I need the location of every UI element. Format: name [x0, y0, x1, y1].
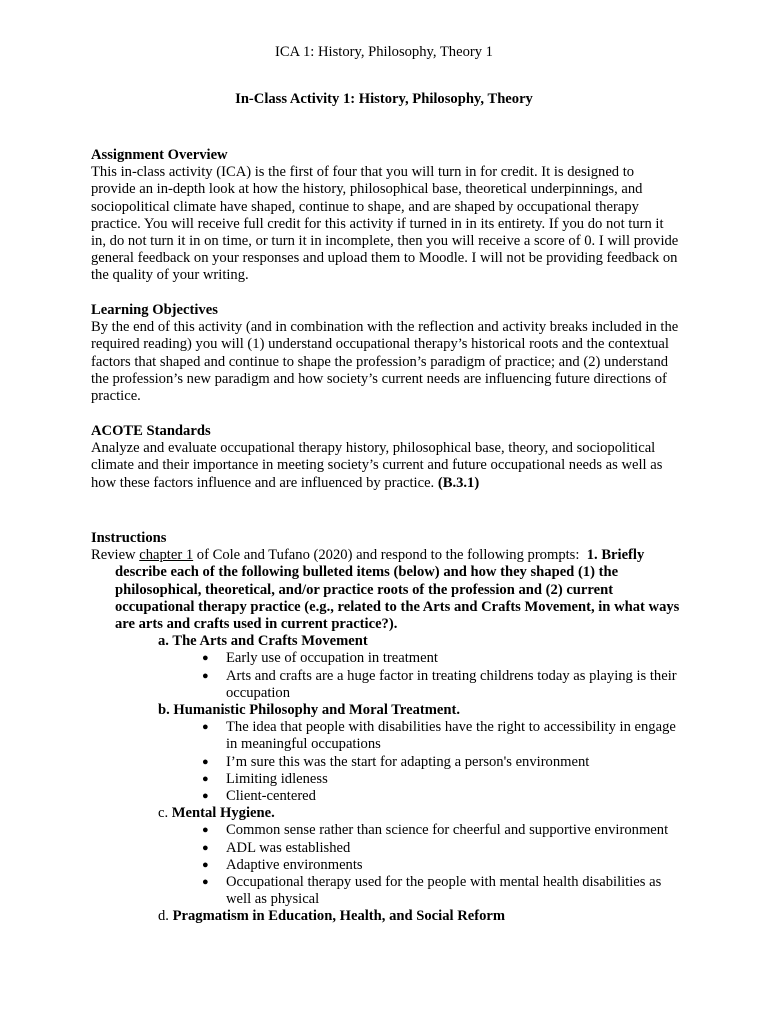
bullet-text: Client-centered: [226, 788, 316, 805]
bullet-text: The idea that people with disabilities have the right to accessibility in engage in meaningful occupations: [226, 719, 676, 753]
bullet-text: Limiting idleness: [226, 770, 328, 787]
section-c-bullets: [91, 822, 681, 908]
list-item: [202, 788, 681, 805]
acote-standards-heading: ACOTE Standards: [91, 423, 211, 439]
list-item: [202, 839, 681, 857]
learning-objectives-heading: Learning Objectives: [91, 302, 218, 318]
assignment-overview-section: [91, 147, 681, 285]
review-prefix: Review: [91, 547, 140, 564]
section-a-label: a. The Arts and Crafts Movement: [158, 633, 368, 650]
bullet-icon: ●: [202, 858, 209, 871]
bullet-text: Arts and crafts are a huge factor in treating childrens today as playing is their occupation: [226, 667, 677, 701]
section-c-title: Mental Hygiene.: [171, 805, 275, 822]
list-item: [202, 822, 681, 839]
list-item: [202, 856, 681, 874]
bullet-icon: ●: [202, 755, 209, 768]
acote-standards-section: [91, 423, 681, 492]
list-item: [202, 719, 681, 753]
list-item: [202, 667, 681, 702]
bullet-text: Adaptive environments: [226, 856, 363, 873]
instructions-prompt: [91, 547, 681, 633]
section-c-letter: c.: [158, 805, 172, 822]
bullet-icon: ●: [202, 876, 209, 889]
section-a-bullets: [91, 650, 681, 702]
bullet-icon: ●: [202, 841, 209, 854]
learning-objectives-section: [91, 302, 681, 405]
instructions-heading: Instructions: [91, 530, 167, 546]
review-suffix: of Cole and Tufano (2020) and respond to the following prompts:: [193, 547, 580, 564]
list-item: [202, 753, 681, 771]
list-item: [202, 874, 681, 908]
bullet-icon: ●: [202, 790, 209, 803]
assignment-overview-heading: Assignment Overview: [91, 147, 228, 163]
section-d-label: [158, 908, 681, 925]
document-title: In-Class Activity 1: History, Philosophy, Theory: [235, 91, 533, 107]
learning-objectives-text: By the end of this activity (and in combination with the reflection and activity breaks included in the required reading) you will (1) understand occupational therapy’s historical roots and the contextual factors that shaped and continue to shape the profession’s paradigm of practice; and (2) understand the profession’s new paradigm and how society’s current needs are influencing future directions of practice.: [91, 319, 679, 405]
bullet-text: Early use of occupation in treatment: [226, 650, 438, 667]
bullet-text: I’m sure this was the start for adapting a person's environment: [226, 753, 590, 770]
bullet-icon: ●: [202, 669, 209, 682]
bullet-text: Occupational therapy used for the people with mental health disabilities as well as physical: [226, 874, 662, 908]
acote-standard-code: (B.3.1): [437, 474, 480, 491]
bullet-icon: ●: [202, 652, 209, 665]
bullet-icon: ●: [202, 824, 209, 837]
chapter-link[interactable]: chapter 1: [139, 547, 194, 564]
bullet-icon: ●: [202, 772, 209, 785]
section-d-letter: d.: [158, 908, 173, 925]
section-c-label: [158, 805, 681, 822]
page-header: ICA 1: History, Philosophy, Theory 1: [275, 44, 493, 60]
list-item: [202, 770, 681, 788]
bullet-text: Common sense rather than science for cheerful and supportive environment: [226, 822, 669, 839]
list-item: [202, 650, 681, 667]
assignment-overview-text: This in-class activity (ICA) is the first of four that you will turn in for credit. It is designed to provide an in-depth look at how the history, philosophical base, theoretical underpinnings, and sociopolitical climate have shaped, continue to shape, and are shaped by occupational therapy practice. You will receive full credit for this activity if turned in in its entirety. If you do not turn it in, do not turn it in on time, or turn it in incomplete, then you will receive a score of 0. I will provide general feedback on your responses and upload them to Moodle. I will not be providing feedback on the quality of your writing.: [91, 164, 679, 284]
section-b-label: b. Humanistic Philosophy and Moral Treatment.: [158, 702, 461, 719]
section-b-bullets: [91, 719, 681, 805]
acote-standards-body: Analyze and evaluate occupational therapy history, philosophical base, theory, and sociopolitical climate and their importance in meeting society’s current and future occupational needs as well as how these factors influence and are influenced by practice.: [91, 440, 663, 491]
instructions-section: [91, 530, 681, 926]
prompt-text: 1. Briefly describe each of the following bulleted items (below) and how they shaped (1) the philosophical, theoretical, and/or practice roots of the profession and (2) current occupational therapy practice (e.g., related to the Arts and Crafts Movement, in what ways are arts and crafts used in current practice?).: [115, 547, 680, 633]
bullet-icon: ●: [202, 721, 209, 734]
acote-standards-text: [91, 440, 681, 492]
bullet-text: ADL was established: [226, 839, 351, 856]
section-d-title: Pragmatism in Education, Health, and Social Reform: [172, 908, 506, 925]
